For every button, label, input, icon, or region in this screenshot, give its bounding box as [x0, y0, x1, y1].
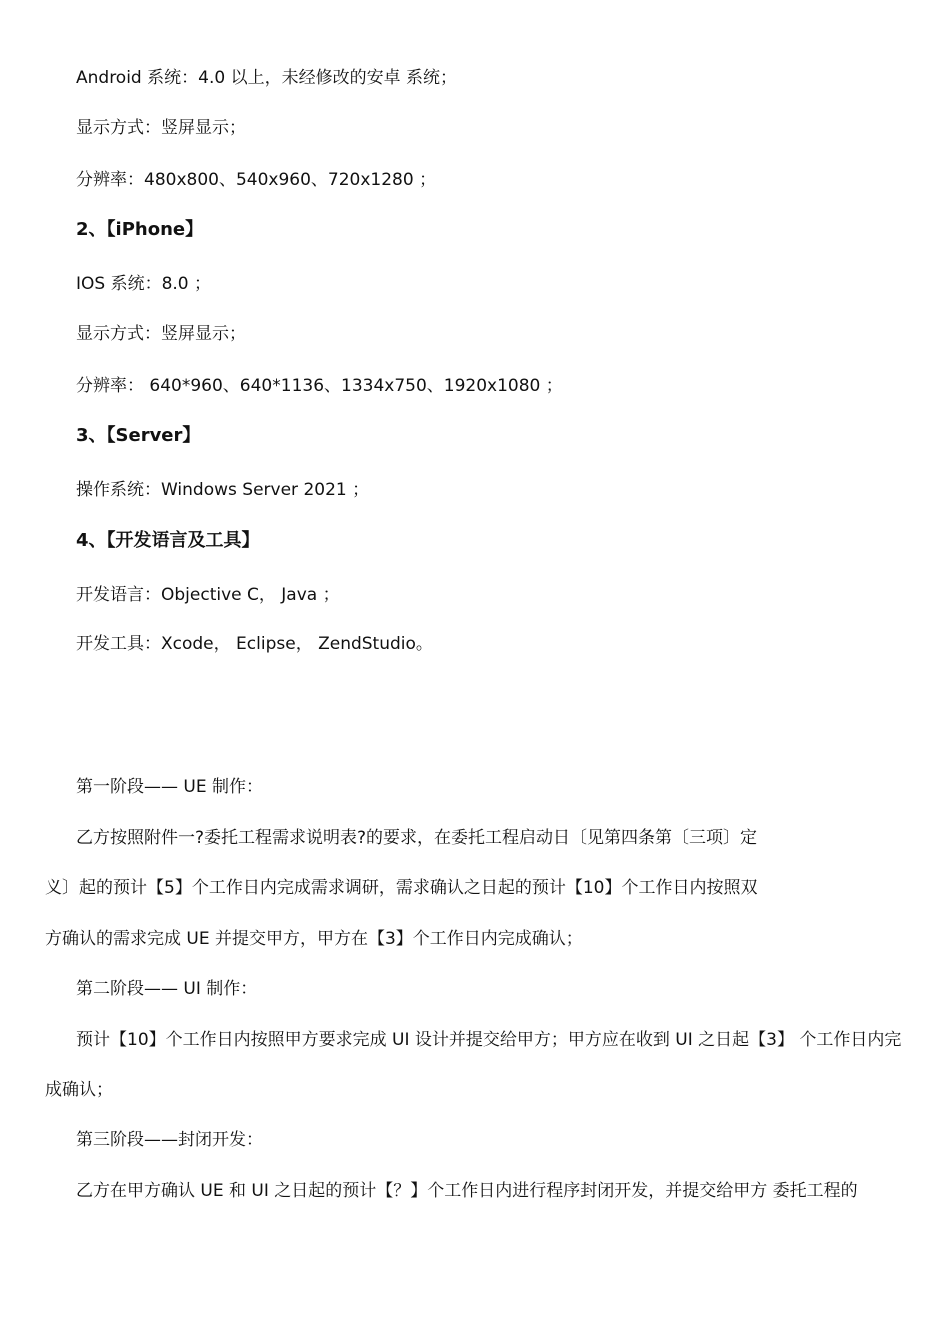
server-heading: 3、【Server】 — [76, 425, 201, 446]
phase2-line2: 成确认； — [45, 1080, 113, 1100]
iphone-resolution: 分辨率： 640*960、640*1136、1334x750、1920x1080 ； — [76, 376, 563, 396]
android-system: Android 系统：4.0 以上，未经修改的安卓 系统； — [76, 68, 457, 88]
dev-tools: 开发工具：Xcode， Eclipse， ZendStudio。 — [76, 634, 433, 654]
dev-heading: 4、【开发语言及工具】 — [76, 530, 260, 551]
iphone-display: 显示方式：竖屏显示； — [76, 324, 246, 344]
phase3-title: 第三阶段——封闭开发： — [76, 1130, 263, 1150]
phase1-line2: 义〕起的预计【5】个工作日内完成需求调研，需求确认之日起的预计【10】个工作日内按照双 — [45, 878, 758, 898]
phase2-line1: 预计【10】个工作日内按照甲方要求完成 UI 设计并提交给甲方；甲方应在收到 UI 之日起【3】 个工作日内完 — [76, 1030, 902, 1050]
phase1-line1: 乙方按照附件一?委托工程需求说明表?的要求，在委托工程启动日〔见第四条第〔三项〕定 — [76, 828, 758, 848]
server-os: 操作系统：Windows Server 2021 ； — [76, 480, 370, 500]
iphone-heading: 2、【iPhone】 — [76, 219, 204, 240]
android-resolution: 分辨率：480x800、540x960、720x1280 ； — [76, 170, 437, 190]
android-display: 显示方式：竖屏显示； — [76, 118, 246, 138]
phase3-line1: 乙方在甲方确认 UE 和 UI 之日起的预计【？】个工作日内进行程序封闭开发，并提交给甲方 委托工程的 — [76, 1181, 858, 1201]
phase1-title: 第一阶段—— UE 制作： — [76, 777, 263, 797]
phase2-title: 第二阶段—— UI 制作： — [76, 979, 258, 999]
iphone-system: IOS 系统：8.0 ； — [76, 274, 212, 294]
phase1-line3: 方确认的需求完成 UE 并提交甲方，甲方在【3】个工作日内完成确认； — [45, 929, 583, 949]
dev-language: 开发语言：Objective C， Java ； — [76, 585, 340, 605]
